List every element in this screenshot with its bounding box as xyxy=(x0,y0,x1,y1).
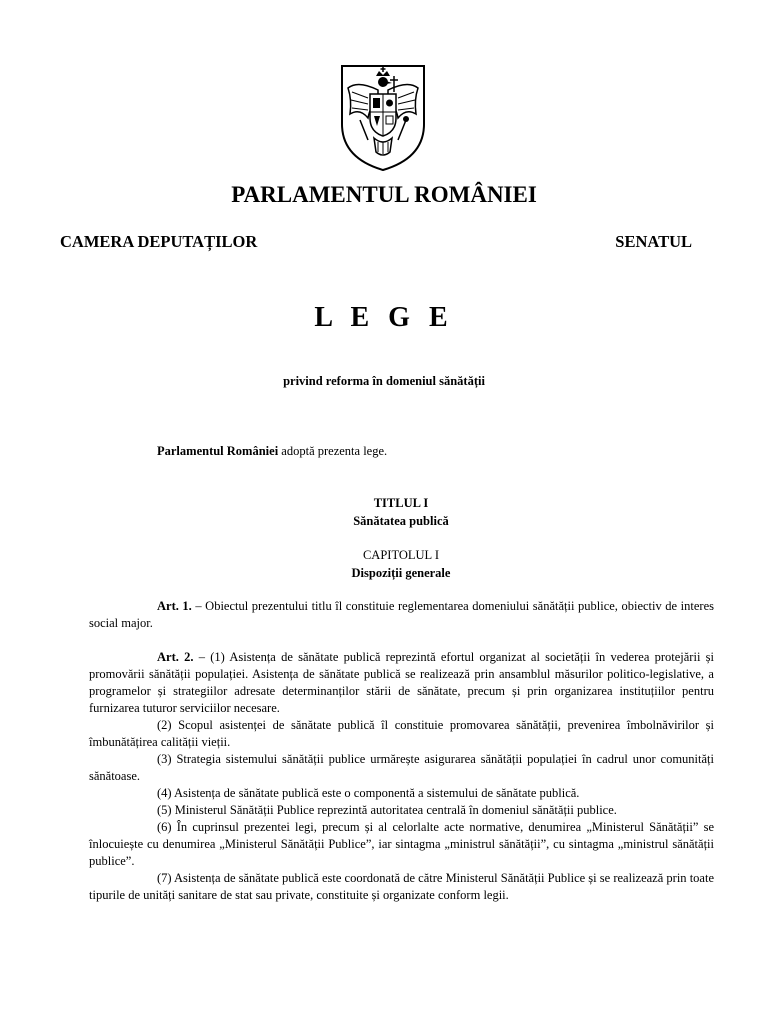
law-title: L E G E xyxy=(314,302,454,333)
romanian-coat-of-arms-icon xyxy=(338,62,428,174)
article-2-paragraph-2: (2) Scopul asistenței de sănătate publică îl constituie promovarea sănătății, prevenirea îmbolnăvirilor și îmbunătățirea calității vieții. xyxy=(89,718,714,749)
adoption-statement xyxy=(157,443,717,459)
article-1-paragraph xyxy=(89,598,714,632)
article-label: Art. 2. xyxy=(157,650,194,664)
article-2-paragraph-6: (6) În cuprinsul prezentei legi, precum și al celorlalte acte normative, denumirea „Ministerul Sănătății” se înlocuiește cu denumirea „Ministerul Sănătății Publice”, iar sintagma „ministrul sănătății”, cu sintagma „ministrul sănătății publice”. xyxy=(89,820,714,868)
articles-body xyxy=(89,598,714,904)
chapter-name: Dispoziții generale xyxy=(351,566,451,580)
article-2-paragraph-7: (7) Asistența de sănătate publică este coordonată de către Ministerul Sănătății Publice și se realizează prin toate tipurile de unități sanitare de stat sau private, constituite și organizate conform legii. xyxy=(89,871,714,902)
senate-label: SENATUL xyxy=(615,232,692,251)
article-2-paragraph-5: (5) Ministerul Sănătății Publice reprezintă autoritatea centrală în domeniul sănătății publice. xyxy=(157,803,617,817)
chamber-deputies-label: CAMERA DEPUTAȚILOR xyxy=(60,232,258,251)
adoption-subject: Parlamentul României xyxy=(157,444,279,458)
article-text: – (1) Asistența de sănătate publică reprezintă efortul organizat al societății în vederea protejării și promovării sănătății populației. Asistența de sănătate publică se realizează prin ansamblul măsurilor politico-legislative, a programelor și strategiilor adresate determinanților stării de sănătate, precum și prin organizarea instituțiilor pentru furnizarea tuturor serviciilor necesare. xyxy=(89,650,714,715)
chambers-line xyxy=(60,231,692,253)
title-number: TITLUL I xyxy=(373,496,429,510)
adoption-text: adoptă prezenta lege. xyxy=(278,444,388,458)
parliament-heading: PARLAMENTUL ROMÂNIEI xyxy=(231,182,537,207)
article-2-paragraph-1 xyxy=(89,649,714,717)
article-2-paragraph-3: (3) Strategia sistemului sănătății publice urmărește asigurarea sănătății populației în cadrul unor comunități sănătoase. xyxy=(89,752,714,783)
article-2-paragraph-4: (4) Asistența de sănătate publică este o componentă a sistemului de sănătate publică. xyxy=(157,786,580,800)
chapter-number: CAPITOLUL I xyxy=(362,548,440,562)
article-label: Art. 1. xyxy=(157,599,192,613)
title-name: Sănătatea publică xyxy=(353,514,449,528)
law-subject: privind reforma în domeniul sănătății xyxy=(283,374,485,388)
article-text: – Obiectul prezentului titlu îl constituie reglementarea domeniului sănătății publice, obiectiv de interes social major. xyxy=(89,599,714,630)
